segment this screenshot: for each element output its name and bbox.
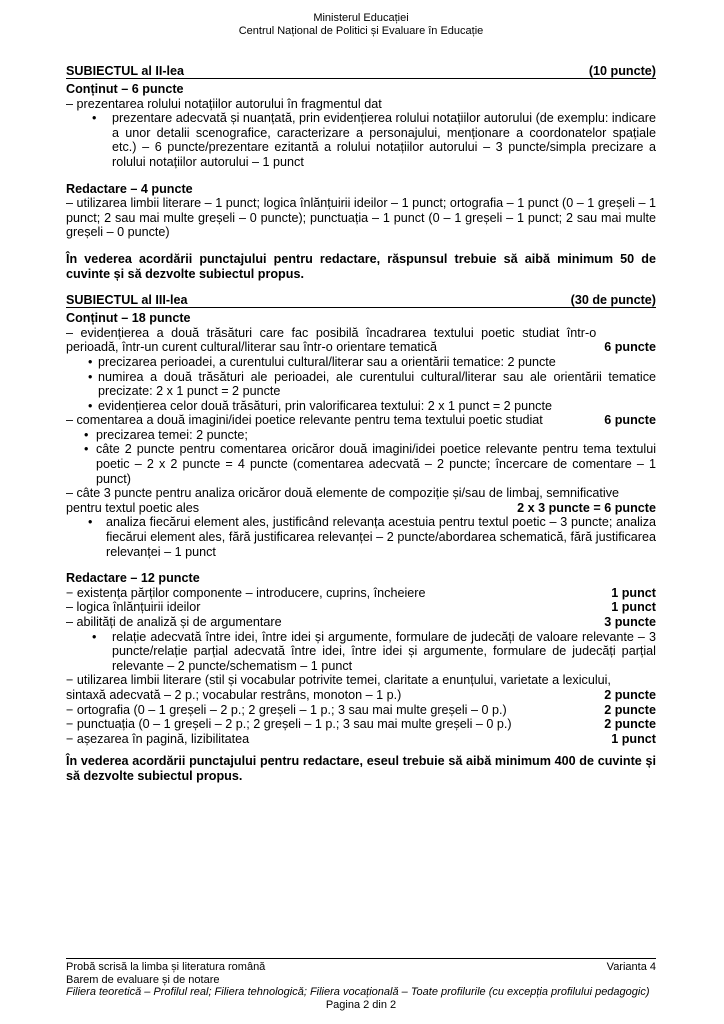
s3-criterion-3-line1: – câte 3 puncte pentru analiza oricăror două elemente de compoziție și/sau de limbaj, semnificative [66, 486, 620, 501]
document-body [66, 64, 656, 784]
section-3-points: (30 de puncte) [570, 293, 656, 308]
s3-note: În vederea acordării punctajului pentru redactare, eseul trebuie să aibă minimum 400 de cuvinte și să dezvolte subiectul propus. [66, 754, 656, 783]
s3-c3-bullet-1: • analiza fiecărui element ales, justificând relevanța acestuia pentru textul poetic – 3 puncte; analiza fiecărui element ales, fără justificarea relevanței – 2 puncte/abordarea schematică, fără justificarea relevanței – 1 punct [88, 515, 656, 559]
s3-criterion-3-line2: pentru textul poetic ales 2 x 3 puncte = 6 puncte [66, 500, 656, 515]
bullet-icon: • [88, 354, 93, 369]
s2-redactare-text: – utilizarea limbii literare – 1 punct; logica înlănțuirii ideilor – 1 punct; ortografia – 1 punct (0 – 1 greșeli – 1 punct; 2 sau mai multe greșeli – 0 puncte); punctuația – 1 punct (0 – 1 greșeli – 1 punct; 2 sau mai multe greșeli – 0 puncte) [66, 196, 656, 240]
footer-barem: Barem de evaluare și de notare [66, 973, 220, 986]
bullet-icon: • [84, 442, 89, 457]
page-header [66, 12, 656, 37]
section-2-name: SUBIECTUL al II-lea [66, 64, 185, 78]
section-3-name: SUBIECTUL al III-lea [66, 293, 188, 308]
s3-r1: − existența părților componente – introducere, cuprins, încheiere 1 punct [66, 585, 656, 600]
s2-content-title: Conținut – 6 puncte [66, 82, 184, 96]
s3-criterion-2: – comentarea a două imagini/idei poetice relevante pentru tema textului poetic studiat 6 puncte [66, 413, 656, 428]
footer-exam: Probă scrisă la limba și literatura română [66, 961, 266, 973]
bullet-icon: • [88, 398, 93, 413]
bullet-icon: • [92, 111, 97, 126]
section-3-title [66, 293, 656, 308]
s2-content-item: – prezentarea rolului notațiilor autorului în fragmentul dat [66, 96, 382, 111]
s3-criterion-1: – evidențierea a două trăsături care fac posibilă încadrarea textului poetic studiat într-o perioadă, într-un curent cultural/literar sau într-o orientare tematică 6 puncte [66, 325, 656, 355]
footer-row-1 [66, 961, 656, 974]
footer-variant: Varianta 4 [606, 961, 656, 973]
s3-r2: – logica înlănțuirii ideilor 1 punct [66, 600, 656, 615]
s3-r4-line2: sintaxă adecvată – 2 p.; vocabular restrâns, monoton – 1 p.) 2 puncte [66, 687, 656, 702]
section-2-title [66, 64, 656, 79]
header-center: Centrul Național de Politici și Evaluare în Educație [238, 24, 484, 37]
s2-note: În vederea acordării punctajului pentru redactare, răspunsul trebuie să aibă minimum 50 de cuvinte și să dezvolte subiectul propus. [66, 251, 656, 281]
s3-c1-bullet-3: • evidențierea celor două trăsături, prin valorificarea textului: 2 x 1 punct = 2 puncte [88, 398, 552, 413]
s3-content-title: Conținut – 18 puncte [66, 311, 191, 326]
bullet-icon: • [84, 427, 89, 442]
page-footer [66, 958, 656, 1011]
s2-content-bullet: • prezentare adecvată și nuanțată, prin evidențierea rolului notațiilor autorului (de exemplu: indicare a unor detalii scenografice, caracterizare a personajului, menționare a coordonatelor spațiale etc.) – 6 puncte/prezentare ezitantă a rolului notațiilor autorului – 3 puncte/simpla precizare a rolului notațiilor autorului – 1 punct [92, 111, 656, 169]
s3-c2-bullet-2: • câte 2 puncte pentru comentarea oricăror două imagini/idei poetice relevante pentru tema textului poetic – 2 x 2 puncte = 4 puncte (comentarea adecvată – 2 puncte; încercare de comentare – 1 punct) [84, 442, 656, 486]
s3-r3-bullet: • relație adecvată între idei, între idei și argumente, formulare de judecăți de valoare relevante – 3 puncte/relație parțial adecvată între idei, între idei și argumente, formulare de judecăți parțial relevante – 2 puncte/schematism – 1 punct [92, 629, 656, 673]
section-2-points: (10 puncte) [588, 64, 656, 78]
footer-page-number: Pagina 2 din 2 [325, 998, 397, 1011]
s2-redactare-title: Redactare – 4 puncte [66, 181, 193, 196]
s3-c1-bullet-2: • numirea a două trăsături ale perioadei, ale curentului cultural/literar sau ale orientării tematice precizate: 2 x 1 punct = 2 puncte [88, 369, 656, 399]
s3-r4-line1: − utilizarea limbii literare (stil și vocabular potrivite temei, claritate a enunțului, varietate a lexicului, [66, 673, 611, 688]
bullet-icon: • [88, 515, 93, 530]
s3-c2-bullet-1: • precizarea temei: 2 puncte; [84, 427, 248, 442]
bullet-icon: • [88, 369, 93, 384]
s3-c1-bullet-1: • precizarea perioadei, a curentului cultural/literar sau a orientării tematice: 2 puncte [88, 354, 556, 369]
header-ministry: Ministerul Educației [313, 12, 409, 24]
s3-r7: − așezarea în pagină, lizibilitatea 1 punct [66, 731, 656, 746]
footer-profile: Filiera teoretică – Profilul real; Filiera tehnologică; Filiera vocațională – Toate profilurile (cu excepția profilului pedagogic) [66, 986, 650, 998]
s3-redactare-title: Redactare – 12 puncte [66, 571, 200, 586]
bullet-icon: • [92, 629, 97, 644]
s3-r6: − punctuația (0 – 1 greșeli – 2 p.; 2 greșeli – 1 p.; 3 sau mai multe greșeli – 0 p.) 2 puncte [66, 717, 656, 732]
s3-r3: – abilități de analiză și de argumentare 3 puncte [66, 615, 656, 629]
s3-r5: − ortografia (0 – 1 greșeli – 2 p.; 2 greșeli – 1 p.; 3 sau mai multe greșeli – 0 p.) 2 puncte [66, 702, 656, 717]
